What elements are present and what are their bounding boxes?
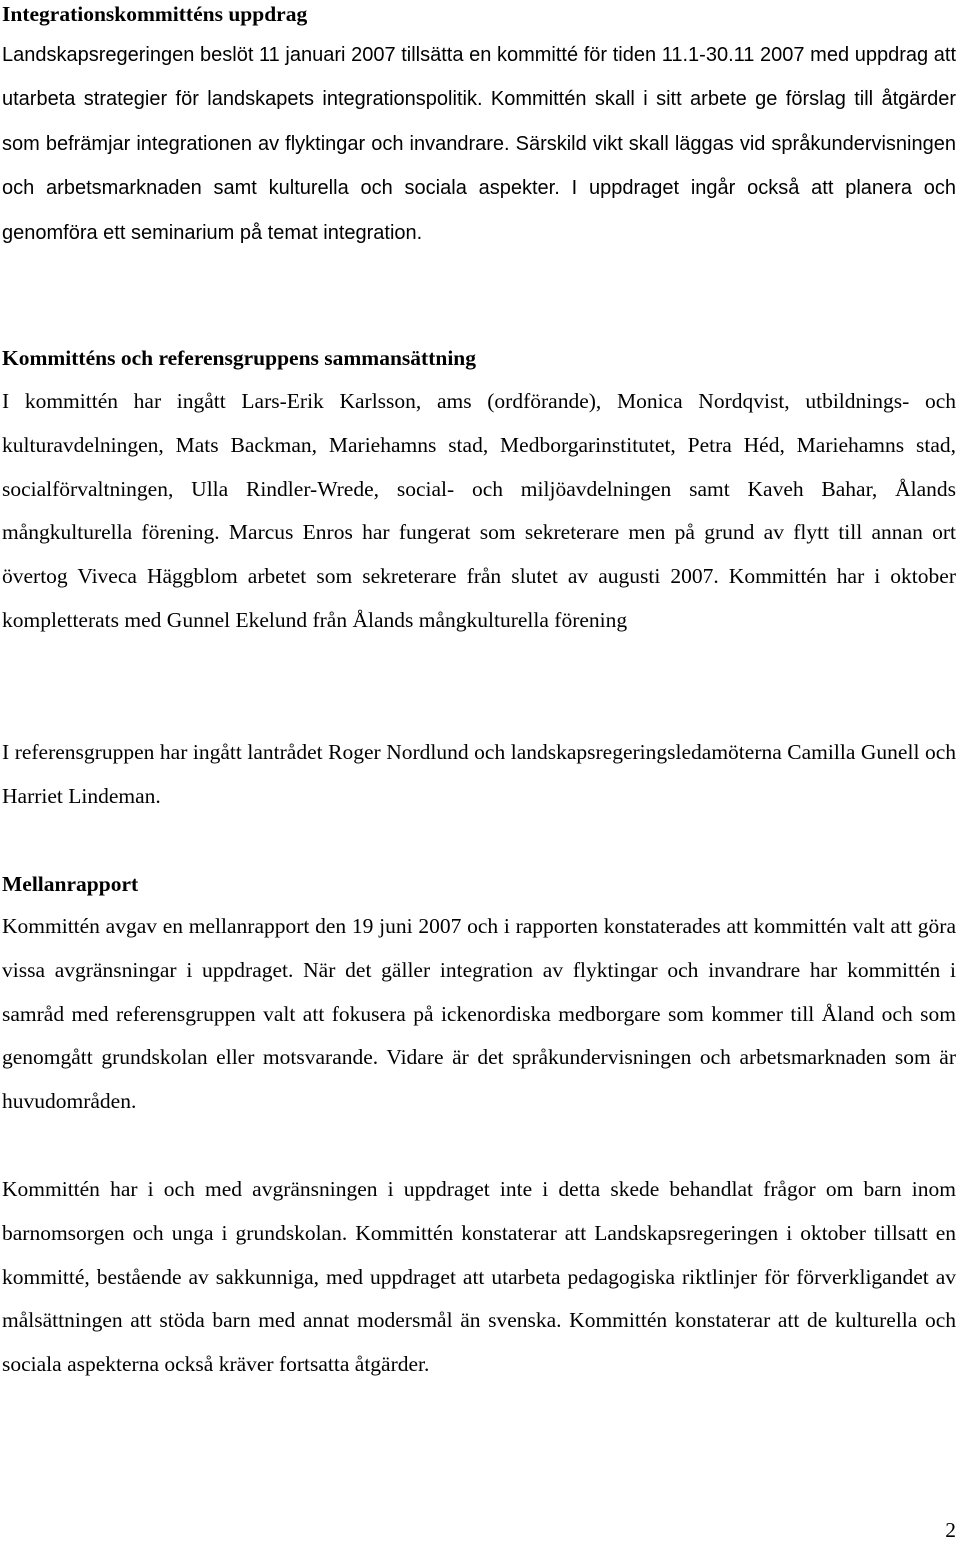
section-heading-integration-committee-mandate: Integrationskommitténs uppdrag [2,2,308,26]
page-number: 2 [945,1518,956,1542]
section-heading-composition: Kommitténs och referensgruppens sammansättning [2,346,476,370]
paragraph-committee-members: I kommittén har ingått Lars-Erik Karlsson, ams (ordförande), Monica Nordqvist, utbildnings- och kulturavdelningen, Mats Backman, Mariehamns stad, Medborgarinstitutet, Petra Héd, Mariehamns stad, socialförvaltningen, Ulla Rindler-Wrede, social- och miljöavdelningen samt Kaveh Bahar, Ålands mångkulturella förening. Marcus Enros har fungerat som sekreterare men på grund av flytt till annan ort övertog Viveca Häggblom arbetet som sekreterare från slutet av augusti 2007. Kommittén har i oktober kompletterats med Gunnel Ekelund från Ålands mångkulturella förening [2,389,956,632]
paragraph-limitations: Kommittén har i och med avgränsningen i uppdraget inte i detta skede behandlat frågor om barn inom barnomsorgen och unga i grundskolan. Kommittén konstaterar att Landskapsregeringen i oktober tillsatt en kommitté, bestående av sakkunniga, med uppdraget att utarbeta pedagogiska riktlinjer för förverkligandet av målsättningen att stöda barn med annat modersmål än svenska. Kommittén konstaterar att de kulturella och sociala aspekterna också kräver fortsatta åtgärder. [2,1177,956,1377]
paragraph-mandate: Landskapsregeringen beslöt 11 januari 2007 tillsätta en kommitté för tiden 11.1-30.11 2007 med uppdrag att utarbeta strategier för landskapets integrationspolitik. Kommittén skall i sitt arbete ge förslag till åtgärder som befrämjar integrationen av flyktingar och invandrare. Särskild vikt skall läggas vid språkundervisningen och arbetsmarknaden samt kulturella och sociala aspekter. I uppdraget ingår också att planera och genomföra ett seminarium på temat integration. [2,44,956,244]
paragraph-reference-group: I referensgruppen har ingått lantrådet Roger Nordlund och landskapsregeringsledamöterna Camilla Gunell och Harriet Lindeman. [2,740,956,808]
paragraph-interim-report: Kommittén avgav en mellanrapport den 19 juni 2007 och i rapporten konstaterades att kommittén valt att göra vissa avgränsningar i uppdraget. När det gäller integration av flyktingar och invandrare har kommittén i samråd med referensgruppen valt att fokusera på ickenordiska medborgare som kommer till Åland och som genomgått grundskolan eller motsvarande. Vidare är det språkundervisningen och arbetsmarknaden som är huvudområden. [2,914,956,1114]
section-heading-interim-report: Mellanrapport [2,872,139,896]
